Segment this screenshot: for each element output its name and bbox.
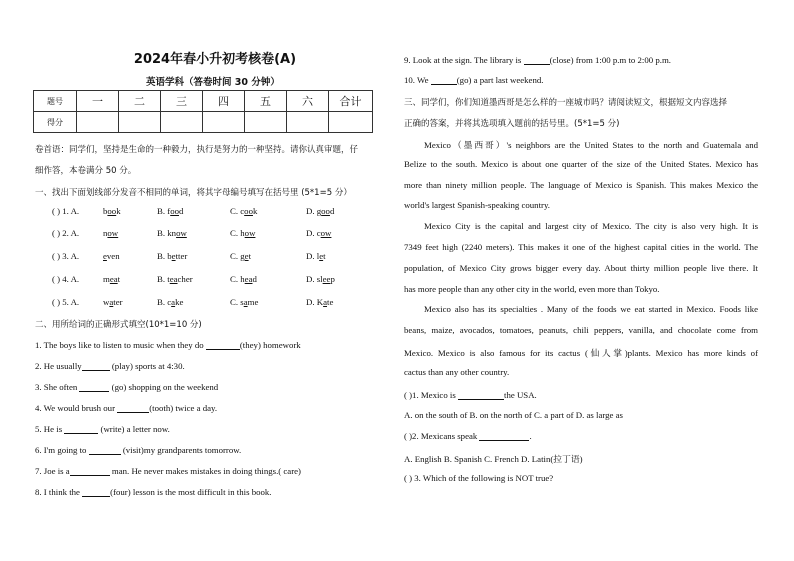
passage-line: Mexico also has its specialties . Many of the foods we eat started in Mexico. Foods like: [424, 304, 758, 315]
word-option: [103, 251, 120, 261]
fill-blank-item-4: [35, 403, 217, 413]
passage-line: beans, maize, avocados, tomatoes, peanuts, chili peppers, vanilla, and chocolate come from: [404, 325, 758, 336]
word-option: [230, 297, 258, 307]
word-part: B. t: [157, 274, 170, 284]
fill-blank-item-5: [35, 424, 170, 434]
score-table-col-6: 六: [287, 91, 329, 112]
underlined-letters: ow: [107, 228, 119, 238]
item-text: (go) shopping on the weekend: [109, 382, 219, 392]
fill-blank-item-7: [35, 466, 301, 476]
word-part: te: [327, 297, 334, 307]
item-text: 2. He usually: [35, 361, 82, 371]
score-table-row1-label: 题号: [34, 91, 77, 112]
word-part: D. g: [306, 206, 322, 216]
underlined-letters: a: [109, 297, 114, 307]
answer-blank[interactable]: [79, 382, 109, 392]
reading-question-3: ( ) 3. Which of the following is NOT true?: [404, 473, 554, 483]
question-number: ( ) 2. A.: [52, 228, 80, 238]
score-cell[interactable]: [77, 112, 119, 133]
word-option: [103, 228, 118, 238]
item-text: 1. The boys like to listen to music when they do: [35, 340, 206, 350]
word-option: [103, 274, 120, 284]
instructions-line-2: 细作答，本卷满分 50 分。: [35, 166, 137, 176]
score-table: [33, 90, 373, 133]
question-text: ( )2. Mexicans speak: [404, 431, 480, 441]
item-text: 8. I think the: [35, 487, 83, 497]
word-part: B. c: [157, 297, 172, 307]
underlined-letters: ea: [244, 274, 253, 284]
question-number: ( ) 1. A.: [52, 206, 80, 216]
passage-line: world's largest Spanish-speaking country.: [404, 200, 550, 211]
underlined-letters: ee: [322, 274, 331, 284]
score-cell[interactable]: [245, 112, 287, 133]
word-part: C. h: [230, 274, 245, 284]
word-part: t: [117, 274, 121, 284]
underlined-letters: oo: [321, 206, 330, 216]
item-text: 3. She often: [35, 382, 80, 392]
fill-blank-item-6: [35, 445, 241, 455]
underlined-letters: a: [323, 297, 328, 307]
word-option: [230, 206, 257, 216]
word-option: [157, 228, 187, 238]
item-text: (close) from 1:00 p.m to 2:00 p.m.: [549, 55, 671, 65]
answer-blank[interactable]: [206, 340, 240, 350]
underlined-letters: oo: [107, 206, 117, 216]
score-cell[interactable]: [287, 112, 329, 133]
exam-subtitle: 英语学科（答卷时间 30 分钟）: [146, 77, 280, 88]
word-part: k: [252, 206, 258, 216]
answer-blank[interactable]: [70, 466, 110, 476]
word-part: t: [248, 251, 252, 261]
answer-blank[interactable]: [82, 361, 110, 371]
word-option: [306, 251, 326, 261]
answer-blank[interactable]: [431, 75, 457, 85]
word-option: [157, 251, 187, 261]
item-text: 10. We: [404, 75, 431, 85]
underlined-letters: ow: [176, 228, 187, 238]
fill-blank-item-9: [404, 55, 671, 65]
underlined-letters: oo: [244, 206, 253, 216]
word-part: ke: [175, 297, 184, 307]
word-part: B. f: [157, 206, 171, 216]
passage-line: Mexico. Mexico is also famous for its cactus (仙人掌)plants. Mexico has more kinds of: [404, 348, 758, 358]
word-option: [306, 297, 333, 307]
passage-line: cactus than any other country.: [404, 366, 510, 377]
item-text: (tooth) twice a day.: [149, 403, 218, 413]
answer-blank[interactable]: [64, 424, 98, 434]
word-option: [157, 206, 183, 216]
score-table-col-2: 二: [119, 91, 161, 112]
word-option: [103, 206, 121, 216]
fill-blank-item-2: [35, 361, 185, 371]
underlined-letters: ea: [169, 274, 178, 284]
item-text: (visit)my grandparents tomorrow.: [120, 445, 242, 455]
exam-title: 2024年春小升初考核卷(A): [133, 52, 297, 67]
passage-line: more than ninety million people. The language of Mexico is Spanish. This makes Mexico the: [404, 179, 758, 190]
word-part: B. kn: [157, 228, 177, 238]
item-text: 6. I'm going to: [35, 445, 89, 455]
word-option: [306, 206, 334, 216]
word-option: [230, 251, 251, 261]
question-number: ( ) 3. A.: [52, 251, 80, 261]
word-part: b: [103, 206, 108, 216]
underlined-letters: e: [103, 251, 107, 261]
score-table-header-row: [34, 91, 373, 112]
score-table-col-5: 五: [245, 91, 287, 112]
word-part: m: [103, 274, 110, 284]
word-part: C. h: [230, 228, 245, 238]
underlined-letters: ow: [320, 228, 332, 238]
word-part: n: [103, 228, 108, 238]
score-table-col-4: 四: [203, 91, 245, 112]
item-text: (go) a part last weekend.: [456, 75, 544, 85]
word-part: d: [252, 274, 257, 284]
answer-blank[interactable]: [524, 55, 550, 65]
section3-heading-line-1: 三、同学们，你们知道墨西哥是怎么样的一座城市吗？请阅读短文，根据短文内容选择: [404, 98, 728, 108]
passage-line: population, of Mexico City grows bigger every day. About thirty million people live there. It: [404, 262, 758, 273]
word-option: [230, 228, 255, 238]
word-part: C. g: [230, 251, 245, 261]
word-option: [306, 228, 331, 238]
question-text: the USA.: [504, 390, 537, 400]
word-part: C. s: [230, 297, 244, 307]
answer-blank[interactable]: [117, 403, 149, 413]
fill-blank-item-1: [35, 340, 301, 350]
word-part: D. c: [306, 228, 321, 238]
question-text: .: [529, 431, 532, 441]
score-cell[interactable]: [161, 112, 203, 133]
word-part: cher: [177, 274, 193, 284]
answer-blank[interactable]: [82, 487, 110, 497]
underlined-letters: ow: [244, 228, 256, 238]
word-part: tter: [175, 251, 188, 261]
item-text: (write) a letter now.: [98, 424, 170, 434]
section1-heading: 一、找出下面划线部分发音不相同的单词，将其字母编号填写在括号里 (5*1=5 分）: [35, 188, 352, 198]
word-part: D. K: [306, 297, 324, 307]
item-text: (play) sports at 4:30.: [109, 361, 185, 371]
passage-line: has more people than any other city in the world, even more than Tokyo.: [404, 283, 660, 294]
question-number: ( ) 4. A.: [52, 274, 80, 284]
word-option: [230, 274, 257, 284]
answer-blank[interactable]: [479, 431, 532, 441]
word-option: [103, 297, 123, 307]
score-table-score-row: [34, 112, 373, 133]
word-part: w: [103, 297, 110, 307]
underlined-letters: e: [244, 251, 249, 261]
section2-heading: 二、用所给词的正确形式填空(10*1=10 分): [35, 320, 202, 330]
instructions-line-1: 卷首语：同学们，坚持是生命的一种毅力，执行是努力的一种坚持。请你认真审题，仔: [35, 145, 359, 155]
reading-question-1: [404, 390, 537, 400]
word-part: D. sl: [306, 274, 323, 284]
section3-heading-line-2: 正确的答案，并将其选项填入题前的括号里。(5*1=5 分): [404, 119, 620, 129]
score-cell[interactable]: [203, 112, 245, 133]
item-text: (four) lesson is the most difficult in this book.: [110, 487, 272, 497]
score-cell[interactable]: [329, 112, 373, 133]
word-part: B. b: [157, 251, 172, 261]
passage-line: Mexico（墨西哥）'s neighbors are the United States to the north and Guatemala and: [424, 140, 758, 150]
word-part: C. c: [230, 206, 245, 216]
reading-question-2-options: A. English B. Spanish C. French D. Latin(拉丁语): [404, 454, 583, 464]
score-table-col-total: 合计: [329, 91, 373, 112]
word-part: me: [247, 297, 259, 307]
item-text: 5. He is: [35, 424, 65, 434]
item-text: 4. We would brush our: [35, 403, 118, 413]
underlined-letters: a: [243, 297, 248, 307]
word-part: t: [323, 251, 326, 261]
word-option: [157, 297, 183, 307]
word-part: d: [329, 206, 335, 216]
underlined-letters: e: [171, 251, 176, 261]
fill-blank-item-3: [35, 382, 218, 392]
score-cell[interactable]: [119, 112, 161, 133]
question-number: ( ) 5. A.: [52, 297, 80, 307]
fill-blank-item-10: [404, 75, 543, 85]
score-table-row2-label: 得分: [34, 112, 77, 133]
underlined-letters: ea: [109, 274, 118, 284]
underlined-letters: e: [319, 251, 324, 261]
word-part: d: [179, 206, 184, 216]
passage-line: Mexico City is the capital and largest city of Mexico. The city is also very high. It is: [424, 221, 758, 232]
reading-question-2: [404, 431, 532, 441]
score-table-col-1: 一: [77, 91, 119, 112]
word-part: D. l: [306, 251, 320, 261]
answer-blank[interactable]: [89, 445, 121, 455]
word-option: [157, 274, 193, 284]
item-text: man. He never makes mistakes in doing things.( care): [109, 466, 301, 476]
reading-question-1-options: A. on the south of B. on the north of C. a part of D. as large as: [404, 410, 623, 420]
item-text: 7. Joe is a: [35, 466, 70, 476]
passage-line: Belize to the south. Mexico is about one quarter of the size of the United States. Mexico has: [404, 158, 758, 169]
word-part: p: [330, 274, 335, 284]
word-part: k: [116, 206, 121, 216]
question-text: ( )1. Mexico is: [404, 390, 458, 400]
answer-blank[interactable]: [458, 390, 504, 400]
item-text: (they) homework: [239, 340, 301, 350]
underlined-letters: oo: [170, 206, 179, 216]
underlined-letters: a: [171, 297, 176, 307]
fill-blank-item-8: [35, 487, 272, 497]
item-text: 9. Look at the sign. The library is: [404, 55, 524, 65]
word-option: [306, 274, 335, 284]
word-part: ven: [106, 251, 120, 261]
passage-line: 7349 feet high (2240 meters). This makes it one of the highest capital cities in the world. The: [404, 242, 758, 252]
word-part: ter: [113, 297, 123, 307]
score-table-col-3: 三: [161, 91, 203, 112]
